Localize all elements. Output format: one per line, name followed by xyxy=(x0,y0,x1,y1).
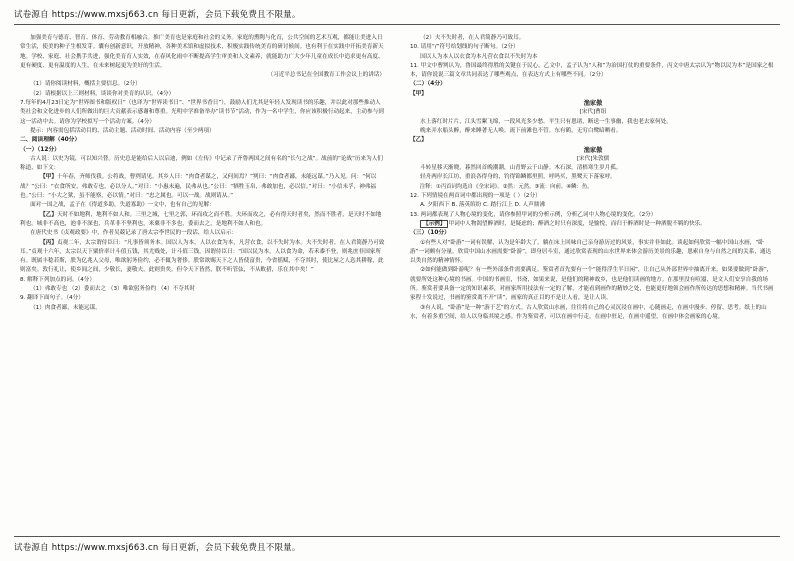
example-text: 甲词中人物渴望醉酒时，是疑虑的；醉酒之时只有深度，是愉悦，而归于醉酒时是一种洒脱不羁的快乐。 xyxy=(448,220,706,227)
poem-2-author: [宋代]朱敦儒 xyxy=(576,155,610,162)
poem-yi-label: 【乙】 xyxy=(410,137,427,144)
subsection-1-title: （一）（12分） xyxy=(20,146,60,153)
subsection-3-title: （三）（10分） xyxy=(410,230,450,237)
passage-jia-label: 【甲】 xyxy=(40,174,57,181)
subsection-2-title: （二）（4分） xyxy=(410,81,446,88)
question-12-options: A. 夕阳西下 B. 落英缤纷 C. 踏行江上 D. 人声鼎沸 xyxy=(420,202,545,209)
poem-1-author: [宋代]曹组 xyxy=(579,109,607,116)
poem-jia-label: 【甲】 xyxy=(410,90,427,97)
question-7: 7.每年的4月23日定为“世界图书和版权日”（也译为“世界读书日”、“世界书香日”），鼓励人们尤其是年轻人发现读书的乐趣，并以此对那些推动人类社会和文化进步的人们所做出的巨大贡献表示感谢和尊重。光明中学准备举办“读书节”活动，作为一名中学生，你应该积极行动起来，主动参与到这一活动中去。请你为学校拟写一个活动方案。（4分） xyxy=(20,100,384,125)
passage-yi-label: 【乙】 xyxy=(40,211,57,218)
quote-source: （习近平总书记在全国教育工作会议上的讲话） xyxy=(267,72,385,79)
question-12: 12. 下列情境在两首词中都出现的一项是（ ）（2分） xyxy=(410,193,541,200)
reading-paragraph-3: ③有人说，“卧游”是一种“游于艺”的方式。古人欣赏山水画，往往将自己的心灵沉浸在画中，心随画走，在画中漫步、停留、思考。纸上的山水，有着多重空间，给人以身临其境之感。作为鉴赏者，可以在画中行走，在画中驻足，在画中遥望，在画中体会画家的心境。 xyxy=(410,304,767,320)
passage-yi: 天时不如地利，地利不如人和。三里之城，七里之郭，环而攻之而不胜。夫环而攻之，必有得天时者矣，然而不胜者，是天时不如地利也。城非不高也，池非不深也，兵革非不坚利也，米粟非不多也，委而去之，是地利不如人和也。 xyxy=(20,211,382,227)
question-7-tip: 提示：内容需包括活动目的、活动主题、活动时间、活动内容（至少两项） xyxy=(30,127,215,134)
question-13: 13. 两词都表现了人物心境的变化，请你参照甲词的分析示例，分析乙词中人物心境的变化。（2分） xyxy=(410,211,657,218)
question-6-2: （2）请根据以上三则材料，谈谈你对美育的认识。（4分） xyxy=(30,90,175,97)
reading-paragraph-2: ②如何能做到卧游呢？有一些外部条件需要满足。鉴赏者首先要有一个“能得浮生半日闲”，让自己从外部世界中抽离开来。如果要做到“卧游”，就要所处这种心境的书画。中国的书画室，书斋，如果来说，是他们的精神故乡，也是他们读画的地方。在那里没有喧嚣，是文人们安享自我的场所。鉴赏者要具备一定的知识素养，对画家所用技法有一定的了解，才能看到画作的精妙之处，也能更好地领会画作所传达的思想和精神。当代书画家程十发说过，书画的鉴赏离不开“读”，画家的真正目的不是让人看，是让人读。 xyxy=(410,267,774,302)
intro-paragraph: 古人说：以史为镜，可以知兴替。历史总是能给后人以启迪，例如《左传》中记录了齐鲁两国之间有名的“长勺之战”。战前的“论战”历来为人们称道，如下文： xyxy=(20,155,383,172)
material-paragraph: 加强美育与德育、智育、体育、劳动教育相融合。推广美育也是家庭和社会的义务。家庭的熏陶与化育，公共空间的艺术互观，都能让美进入日常生活，使美的种子生根发芽。囊有创新意识，开放精神，各种美术馆和虚拟技术，积极实践传统美育的研讨候间。也有利于在实践中开拓美育新天地。学校、家庭、社会携手共进，强化美育育人实效，在春风化雨中不断提高学生审美和人文素养，就能助力广大少年儿童在成长中追求更有高度、更有硬度、更有温度的人生，在未来树起更为美好的生活。 xyxy=(20,35,384,69)
page-footer: 试卷源自 https://www.mxsj663.cn 每日更新，会员下载免费且不限量。 xyxy=(14,543,301,553)
passage-bing-label: 【丙】 xyxy=(40,239,57,246)
footer-rule xyxy=(14,536,780,537)
bridge-paragraph-2: 在唐代史书《贞观政要》中，作者吴兢记录了唐太宗李世民的一段话，给人以启示： xyxy=(30,230,238,237)
poem-1-line-1: 水上落红时片片，江头雪絮飞绵，一段风光多少愁。平生只有恩诸，断送一生事幽，我也老去家何处。 xyxy=(420,118,672,125)
poem-notes: 注释：①丙首词均选自《全宋词》。②然：元然。③流：向前。④鳞：鱼。 xyxy=(419,183,593,190)
poem-2-line-1: 斗转星移天渐晓，暮然回首晚潮潮，山青野云千山静。木石深，清梧寒生岁月孤。 xyxy=(420,165,622,172)
question-9-2: （2）夫不失时者，在人君简静乃可致耳。 xyxy=(420,35,525,41)
question-10-sentence: 国以人为本人以衣食为本凡营衣食以不失时为本 xyxy=(420,53,538,60)
question-8-items: （1）弗敢专也 （2）委而去之 （3）唯欲躬务俭约 （4）不夺其时 xyxy=(30,286,196,293)
poem-2-title: 渔家傲 xyxy=(583,146,603,154)
question-9: 9. 翻译下面句子。（4分） xyxy=(20,295,84,302)
right-column xyxy=(410,34,776,529)
header-rule xyxy=(14,24,780,25)
section-2-title: 二、阅读理解（40分） xyxy=(20,137,81,144)
page-header: 试卷源自 https://www.mxsj663.cn 每日更新，会员下载免费且不限量。 xyxy=(14,10,301,20)
poem-1-line-2: 晚来弄水船头醉，醉来睡著无人唤。流下前滩也不管。东有鹤，无穷白鹭暗晒看。 xyxy=(420,127,622,134)
left-column xyxy=(20,34,385,529)
question-6-1: （1）请你阅读材料，概括主要信息。（2分） xyxy=(30,81,141,88)
reading-paragraph-1: ①有些人对“卧游”一词有误解，认为是年龄大了，躺在床上回味自己亲身游历过的风景，事实并非如此。谈起如何欣赏一幅中国山水画，“卧游”一词颇有分量。欣赏中国山水画需要“卧游”，即身居斗室，通过欣赏表现的山水世界来体会游历美景的乐趣，恩索自身与自然之间的关系，通达以类自然的精神情怀。 xyxy=(410,239,772,265)
example-label: 【示例】 xyxy=(420,220,448,228)
bridge-paragraph: 面对一国之战，孟子在《得道多助，失道寡助》一文中，也有自己的见解： xyxy=(30,202,215,209)
question-8: 8. 解释下列加点的词。（4分） xyxy=(20,276,95,283)
passage-jia: 十年春，齐师伐我。公将战，曹刿请见。其乡人曰：“肉食者谋之，又何间焉？”刿曰：“肉食者鄙，未能远谋。”乃入见。问：“何以战？”公曰：“衣食所安，弗敢专也，必以分人。”对曰：“小惠未遍，民弗从也。”公曰：“牺牲玉帛，弗敢加也，必以信。”对曰：“小信未孚，神弗福也。”公曰：“小大之狱，虽不能察，必以情。”对曰：“忠之属也。可以一战。战则请从。” xyxy=(20,174,377,200)
passage-bing: 贞观二年，太宗谓侍臣曰：“凡事皆须务本。国以人为本，人以衣食为本，凡营衣食，以不失时为本。夫不失时者，在人君简静乃可致耳。”贞观十六年，太宗以天下粟价率计斗值五钱，其尤贱处，计斗值三钱，因谓侍臣曰：“国以民为本，人以食为命，若禾黍不登，则兆庶非国家所有。既属丰稔若斯，朕为亿兆人父母，唯欲躬务俭约，必不辄为奢侈。朕常欲赐天下之人皆使富贵，今省徭赋，不夺其时，使比屋之人恣其耕稼，此则富矣。敦行礼让，使乡闾之间，少敬长，妻敬夫，此则贵矣。但令天下皆然，朕不听管弦，不从畋猎，乐在其中矣！” xyxy=(20,239,385,274)
question-11: 11. 甲文中曹刿认为，鲁国最终得胜的关键在于民心。乙文中，孟子认为“人和”为治国打仗的重要条件，丙文中唐太宗认为“物以民为本”是国家之根本，请你说说三篇文章共同表达了哪些观点，在表达方式上有哪些不同。（2分） xyxy=(410,62,774,79)
poem-2-line-2: 轻舟两岸长江坊，重浪各得身的，钓得锦鳞都里照，呼吗买，黑鹭天下落家呼。 xyxy=(420,174,616,181)
poem-1-title: 渔家傲 xyxy=(583,100,603,108)
question-10: 10. 请用“/”符号给划线的句子断句。（2分） xyxy=(410,44,519,51)
question-9-1: （1）肉食者鄙，未能远谋。 xyxy=(30,304,101,311)
